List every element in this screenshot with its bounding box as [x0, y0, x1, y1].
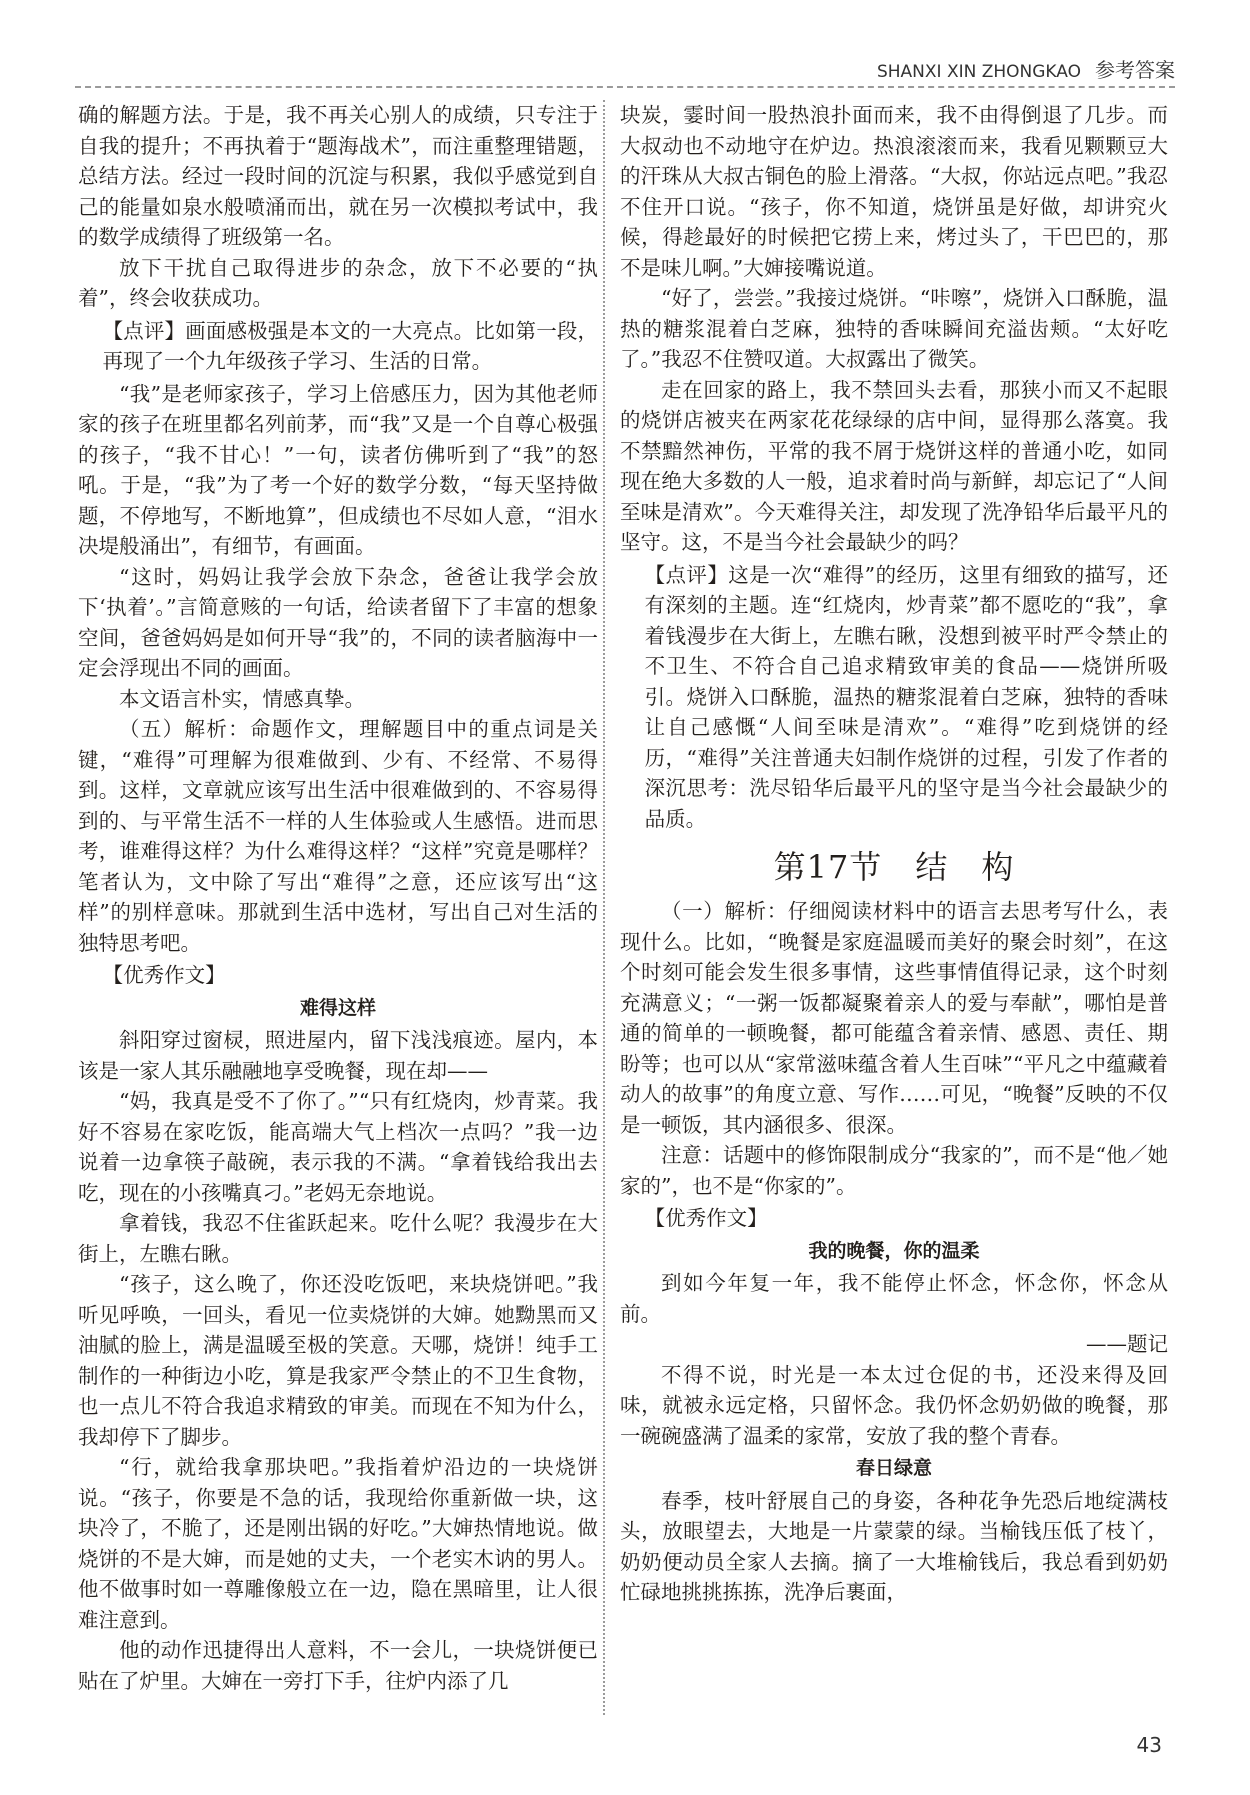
- paragraph: 放下干扰自己取得进步的杂念，放下不必要的“执着”，终会收获成功。: [78, 255, 598, 310]
- paragraph: 本文语言朴实，情感真挚。: [119, 686, 365, 711]
- paragraph: “这时，妈妈让我学会放下杂念，爸爸让我学会放下‘执着’。”言简意赅的一句话，给读者留下了丰富的想象空间，爸爸妈妈是如何开导“我”的，不同的读者脑海中一定会浮现出不同的画面。: [78, 564, 598, 680]
- comment-paragraph: 【点评】画面感极强是本文的一大亮点。比如第一段，再现了一个九年级孩子学习、生活的日常。: [102, 318, 598, 373]
- comment-paragraph: 【点评】这是一次“难得”的经历，这里有细致的描写，还有深刻的主题。连“红烧肉，炒青菜”都不愿吃的“我”，拿着钱漫步在大街上，左瞧右瞅，没想到被平时严令禁止的不卫生、不符合自己追求精致审美的食品——烧饼所吸引。烧饼入口酥脆，温热的糖浆混着白芝麻，独特的香味让自己感慨“人间至味是清欢”。“难得”吃到烧饼的经历，“难得”关注普通夫妇制作烧饼的过程，引发了作者的深沉思考：洗尽铅华后最平凡的坚守是当今社会最缺少的品质。: [644, 562, 1168, 831]
- paragraph: 拿着钱，我忍不住雀跃起来。吃什么呢？我漫步在大街上，左瞧右瞅。: [78, 1211, 598, 1266]
- paragraph: 不得不说，时光是一本太过仓促的书，还没来得及回味，就被永远定格，只留怀念。我仍怀念奶奶做的晚餐，那一碗碗盛满了温柔的家常，安放了我的整个青春。: [620, 1362, 1168, 1448]
- essay-title: 春日绿意: [855, 1457, 932, 1479]
- paragraph: 到如今年复一年，我不能停止怀念，怀念你，怀念从前。: [620, 1271, 1168, 1326]
- paragraph: 春季，枝叶舒展自己的身姿，各种花争先恐后地绽满枝头，放眼望去，大地是一片蒙蒙的绿。当榆钱压低了枝丫，奶奶便动员全家人去摘。摘了一大堆榆钱后，我总看到奶奶忙碌地挑挑拣拣，洗净后裹面，: [620, 1488, 1168, 1604]
- essay-title: 难得这样: [299, 996, 376, 1019]
- paragraph: “妈，我真是受不了你了。”“只有红烧肉，炒青菜。我好不容易在家吃饭，能高端大气上档次一点吗？”我一边说着一边拿筷子敲碗，表示我的不满。“拿着钱给我出去吃，现在的小孩嘴真刁。”老妈无奈地说。: [78, 1089, 598, 1205]
- paragraph: 注意：话题中的修饰限制成分“我家的”，而不是“他／她家的”，也不是“你家的”。: [620, 1143, 1168, 1198]
- section-title: 第17节 结 构: [773, 848, 1015, 886]
- right-column: [620, 100, 1168, 1608]
- page-number: 43: [1136, 1733, 1162, 1757]
- essay-title: 我的晚餐，你的温柔: [808, 1239, 980, 1262]
- paragraph: （一）解析：仔细阅读材料中的语言去思考写什么，表现什么。比如，“晚餐是家庭温暖而美好的聚会时刻”，在这个时刻可能会发生很多事情，这些事情值得记录，这个时刻充满意义；“一粥一饭都凝聚着亲人的爱与奉献”，哪怕是普通的简单的一顿晚餐，都可能蕴含着亲情、感恩、责任、期盼等；也可以从“家常滋味蕴含着人生百味”“平凡之中蕴藏着动人的故事”的角度立意、写作……可见，“晚餐”反映的不仅是一顿饭，其内涵很多、很深。: [620, 899, 1168, 1137]
- epigraph-attribution: ——题记: [1086, 1332, 1168, 1356]
- column-divider: [603, 100, 605, 1715]
- paragraph: “好了，尝尝。”我接过烧饼。“咔嚓”，烧饼入口酥脆，温热的糖浆混着白芝麻，独特的香味瞬间充溢齿颊。“太好吃了。”我忍不住赞叹道。大叔露出了微笑。: [620, 286, 1168, 371]
- paragraph: （五）解析：命题作文，理解题目中的重点词是关键，“难得”可理解为很难做到、少有、不经常、不易得到。这样，文章就应该写出生活中很难做到的、不容易得到的、与平常生活不一样的人生体验或人生感悟。进而思考，谁难得这样？为什么难得这样？“这样”究竟是哪样？笔者认为，文中除了写出“难得”之意，还应该写出“这样”的别样意味。那就到生活中选材，写出自己对生活的独特思考吧。: [78, 717, 598, 955]
- paragraph: “孩子，这么晚了，你还没吃饭吧，来块烧饼吧。”我听见呼唤，一回头，看见一位卖烧饼的大婶。她黝黑而又油腻的脸上，满是温暖至极的笑意。天哪，烧饼！纯手工制作的一种街边小吃，算是我家严令禁止的不卫生食物，也一点儿不符合我追求精致的审美。而现在不知为什么，我却停下了脚步。: [78, 1272, 598, 1449]
- paragraph: “我”是老师家孩子，学习上倍感压力，因为其他老师家的孩子在班里都名列前茅，而“我”又是一个自尊心极强的孩子，“我不甘心！”一句，读者仿佛听到了“我”的怒吼。于是，“我”为了考一个好的数学分数，“每天坚持做题，不停地写，不断地算”，但成绩也不尽如人意，“泪水决堤般涌出”，有细节，有画面。: [78, 381, 598, 558]
- header-series: SHANXI XIN ZHONGKAO: [876, 62, 1081, 82]
- comment-paragraph: 【优秀作文】: [644, 1206, 768, 1230]
- paragraph: 走在回家的路上，我不禁回头去看，那狭小而又不起眼的烧饼店被夹在两家花花绿绿的店中间，显得那么落寞。我不禁黯然神伤，平常的我不屑于烧饼这样的普通小吃，如同现在绝大多数的人一般，追求着时尚与新鲜，却忘记了“人间至味是清欢”。今天难得关注，却发现了洗净铅华后最平凡的坚守。这，不是当今社会最缺少的吗？: [620, 377, 1168, 554]
- paragraph: 块炭，霎时间一股热浪扑面而来，我不由得倒退了几步。而大叔动也不动地守在炉边。热浪滚滚而来，我看见颗颗豆大的汗珠从大叔古铜色的脸上滑落。“大叔，你站远点吧。”我忍不住开口说。“孩子，你不知道，烧饼虽是好做，却讲究火候，得趁最好的时候把它捞上来，烤过头了，干巴巴的，那不是味儿啊。”大婶接嘴说道。: [620, 103, 1168, 280]
- paragraph: 斜阳穿过窗棂，照进屋内，留下浅浅痕迹。屋内，本该是一家人其乐融融地享受晚餐，现在却——: [78, 1028, 598, 1083]
- page-header: [75, 50, 1175, 88]
- left-column: [78, 100, 598, 1696]
- header-text: [877, 54, 1175, 83]
- paragraph: “行，就给我拿那块吧。”我指着炉沿边的一块烧饼说。“孩子，你要是不急的话，我现给你重新做一块，这块冷了，不脆了，还是刚出锅的好吃。”大婶热情地说。做烧饼的不是大婶，而是她的丈夫，一个老实木讷的男人。他不做事时如一尊雕像般立在一边，隐在黑暗里，让人很难注意到。: [78, 1455, 598, 1632]
- paragraph: 确的解题方法。于是，我不再关心别人的成绩，只专注于自我的提升；不再执着于“题海战术”，而注重整理错题，总结方法。经过一段时间的沉淀与积累，我似乎感觉到自己的能量如泉水般喷涌而出，就在另一次模拟考试中，我的数学成绩得了班级第一名。: [78, 103, 598, 249]
- paragraph: 他的动作迅捷得出人意料，不一会儿，一块烧饼便已贴在了炉里。大婶在一旁打下手，往炉内添了几: [78, 1638, 598, 1693]
- comment-paragraph: 【优秀作文】: [102, 963, 226, 987]
- header-section: 参考答案: [1095, 58, 1175, 82]
